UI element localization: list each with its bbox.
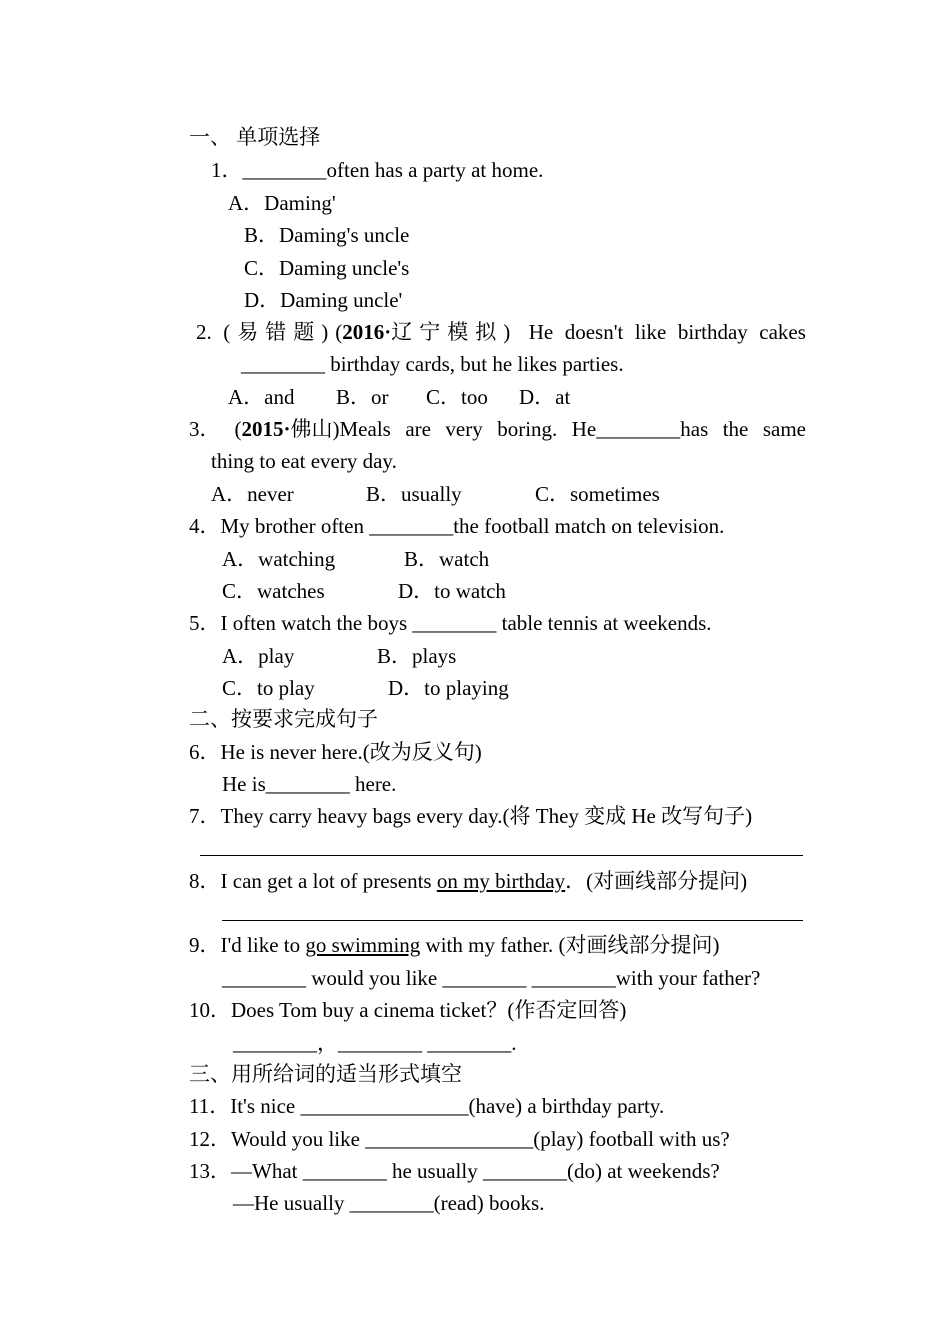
q7-answer-line (200, 855, 803, 856)
section-title-fill: 三、用所给词的适当形式填空 (189, 1062, 462, 1086)
q3-word: the (722, 417, 749, 441)
q2-stem-line1 (196, 319, 806, 345)
q4-option-a: A．watching (222, 547, 336, 571)
q13-answer-line: —He usually ________(read) books. (233, 1191, 545, 1215)
q3-number: 3． (2015·佛山)Meals (189, 417, 391, 441)
q3-word: boring. (497, 417, 558, 441)
q2-word: birthday (677, 320, 748, 344)
section-title-choice: 一、 单项选择 (189, 125, 321, 149)
q3-stem-line1 (189, 416, 806, 442)
q1-stem: 1．________often has a party at home. (211, 158, 544, 182)
q13-stem: 13．—What ________ he usually ________(do) at weekends? (189, 1159, 720, 1183)
q2-stem-line2: ________ birthday cards, but he likes parties. (241, 352, 624, 376)
q8-stem: 8．I can get a lot of presents on my birthday．(对画线部分提问) (189, 869, 748, 893)
q11-stem: 11．It's nice ________________(have) a birthday party. (189, 1094, 665, 1118)
q2-word: doesn't (564, 320, 624, 344)
q1-option-b: B．Daming's uncle (244, 223, 410, 247)
q7-stem: 7．They carry heavy bags every day.(将 They 变成 He 改写句子) (189, 804, 753, 828)
q12-stem: 12．Would you like ________________(play) football with us? (189, 1127, 730, 1151)
q3-option-c: C．sometimes (535, 482, 660, 506)
q9-answer: ________ would you like ________ ________with your father? (222, 966, 761, 990)
q1-option-a: A．Daming' (228, 191, 336, 215)
q6-answer: He is________ here. (222, 772, 397, 796)
q3-option-b: B．usually (366, 482, 462, 506)
q1-option-c: C．Daming uncle's (244, 256, 410, 280)
q10-answer: ________，________ ________. (233, 1031, 517, 1055)
q8-answer-line (222, 920, 803, 921)
q5-option-d: D．to playing (388, 676, 509, 700)
q4-option-d: D．to watch (398, 579, 506, 603)
q3-option-a: A．never (211, 482, 294, 506)
q3-word: are (405, 417, 431, 441)
q5-option-a: A．play (222, 644, 295, 668)
q8-underlined-phrase: on my birthday (436, 869, 566, 893)
q2-option-b: B．or (336, 385, 389, 409)
q6-stem: 6．He is never here.(改为反义句) (189, 740, 482, 764)
section-title-rewrite: 二、按要求完成句子 (189, 707, 378, 731)
q2-word: He (528, 320, 554, 344)
q9-stem: 9．I'd like to go swimming with my father. (对画线部分提问) (189, 933, 720, 957)
q2-option-c: C．too (426, 385, 488, 409)
q5-option-c: C．to play (222, 676, 315, 700)
q2-number: 2. (196, 320, 212, 344)
q5-stem: 5．I often watch the boys ________ table tennis at weekends. (189, 611, 712, 635)
q3-word: He________has (571, 417, 709, 441)
q4-option-b: B．watch (404, 547, 490, 571)
q2-word: like (634, 320, 667, 344)
q1-option-d: D．Daming uncle' (244, 288, 403, 312)
q2-option-a: A．and (228, 385, 295, 409)
q9-underlined-phrase: go swimming (305, 933, 421, 957)
q2-word: cakes (759, 320, 806, 344)
q4-option-c: C．watches (222, 579, 325, 603)
q5-option-b: B．plays (377, 644, 457, 668)
q3-word: same (762, 417, 806, 441)
q4-stem: 4．My brother often ________the football match on television. (189, 514, 725, 538)
q2-option-d: D．at (519, 385, 571, 409)
q10-stem: 10．Does Tom buy a cinema ticket？(作否定回答) (189, 998, 627, 1022)
q2-tag: (易错题)(2016·辽宁模拟) (223, 320, 518, 344)
q3-stem-line2: thing to eat every day. (211, 449, 397, 473)
q3-word: very (445, 417, 483, 441)
